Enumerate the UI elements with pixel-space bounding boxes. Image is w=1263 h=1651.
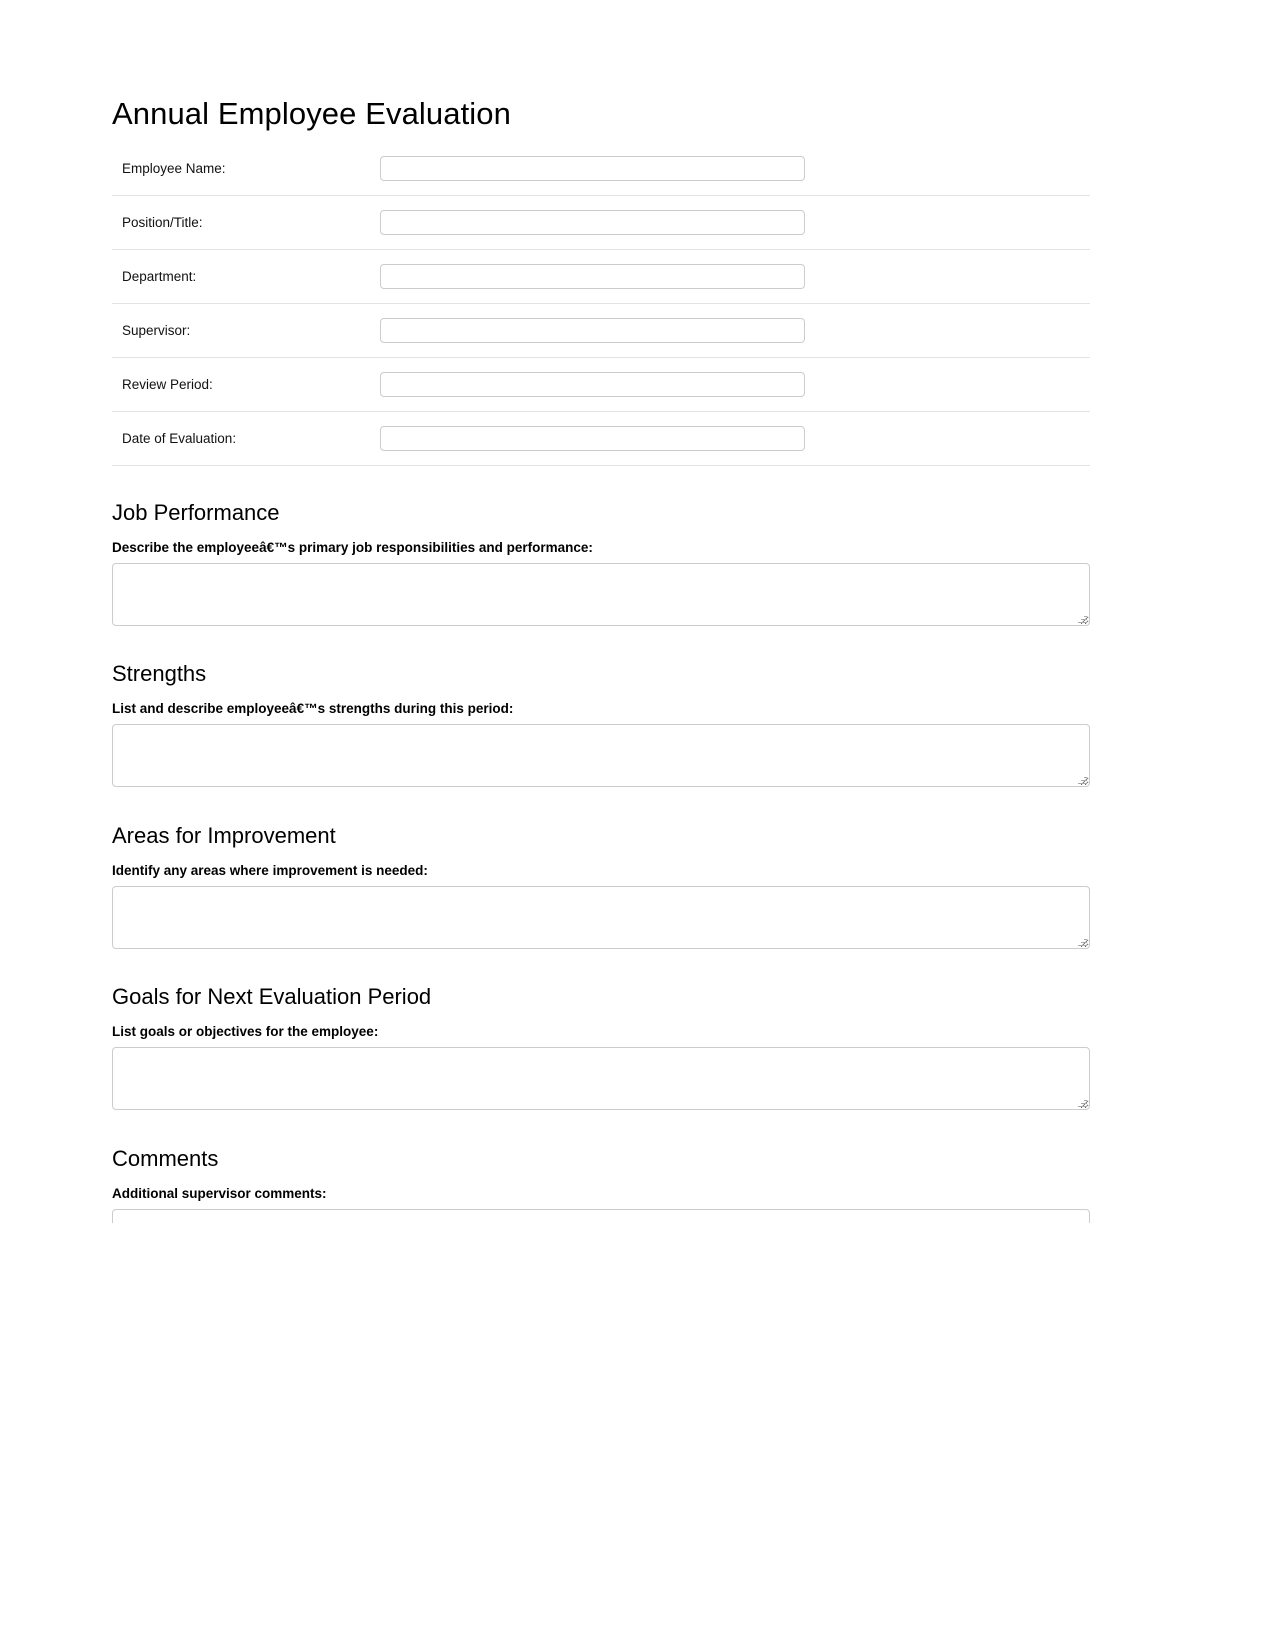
goals-textarea[interactable] xyxy=(112,1047,1090,1110)
field-label-comments: Additional supervisor comments: xyxy=(112,1186,327,1201)
section-heading-job-performance: Job Performance xyxy=(112,500,280,525)
employee-name-input-cell xyxy=(380,142,1090,196)
section-heading-goals: Goals for Next Evaluation Period xyxy=(112,984,432,1009)
section-heading-strengths: Strengths xyxy=(112,661,207,686)
comments-textarea-wrap xyxy=(112,1209,1090,1223)
field-label-areas-for-improvement: Identify any areas where improvement is needed: xyxy=(112,863,428,878)
section-areas-for-improvement xyxy=(112,823,1090,949)
date-of-evaluation-input-cell xyxy=(380,412,1090,466)
supervisor-input[interactable] xyxy=(380,318,805,343)
date-of-evaluation-input[interactable] xyxy=(380,426,805,451)
table-row xyxy=(112,358,1090,412)
position-title-label: Position/Title: xyxy=(122,214,203,230)
table-row xyxy=(112,304,1090,358)
employee-name-label-cell xyxy=(112,142,380,196)
review-period-input-cell xyxy=(380,358,1090,412)
goals-textarea-wrap xyxy=(112,1047,1090,1110)
table-row xyxy=(112,412,1090,466)
field-label-goals: List goals or objectives for the employee: xyxy=(112,1024,379,1039)
strengths-textarea[interactable] xyxy=(112,724,1090,787)
employee-name-label: Employee Name: xyxy=(122,160,226,176)
department-label: Department: xyxy=(122,268,197,284)
supervisor-label: Supervisor: xyxy=(122,322,191,338)
supervisor-label-cell xyxy=(112,304,380,358)
section-job-performance xyxy=(112,500,1090,626)
table-row xyxy=(112,250,1090,304)
department-label-cell xyxy=(112,250,380,304)
strengths-textarea-wrap xyxy=(112,724,1090,787)
table-row xyxy=(112,196,1090,250)
field-label-job-performance: Describe the employeeâ€™s primary job responsibilities and performance: xyxy=(112,540,593,555)
section-comments xyxy=(112,1146,1090,1223)
areas-for-improvement-textarea-wrap xyxy=(112,886,1090,949)
areas-for-improvement-textarea[interactable] xyxy=(112,886,1090,949)
employee-info-table xyxy=(112,142,1090,466)
review-period-label-cell xyxy=(112,358,380,412)
section-strengths xyxy=(112,661,1090,787)
section-heading-areas-for-improvement: Areas for Improvement xyxy=(112,823,336,848)
page-title: Annual Employee Evaluation xyxy=(112,96,511,131)
date-of-evaluation-label-cell xyxy=(112,412,380,466)
employee-name-input[interactable] xyxy=(380,156,805,181)
date-of-evaluation-label: Date of Evaluation: xyxy=(122,430,237,446)
department-input-cell xyxy=(380,250,1090,304)
section-goals xyxy=(112,984,1090,1110)
comments-textarea[interactable] xyxy=(112,1209,1090,1223)
job-performance-textarea[interactable] xyxy=(112,563,1090,626)
table-row xyxy=(112,142,1090,196)
review-period-input[interactable] xyxy=(380,372,805,397)
position-title-input-cell xyxy=(380,196,1090,250)
review-period-label: Review Period: xyxy=(122,376,213,392)
position-title-input[interactable] xyxy=(380,210,805,235)
section-heading-comments: Comments xyxy=(112,1146,219,1171)
job-performance-textarea-wrap xyxy=(112,563,1090,626)
department-input[interactable] xyxy=(380,264,805,289)
position-title-label-cell xyxy=(112,196,380,250)
supervisor-input-cell xyxy=(380,304,1090,358)
field-label-strengths: List and describe employeeâ€™s strengths during this period: xyxy=(112,701,514,716)
